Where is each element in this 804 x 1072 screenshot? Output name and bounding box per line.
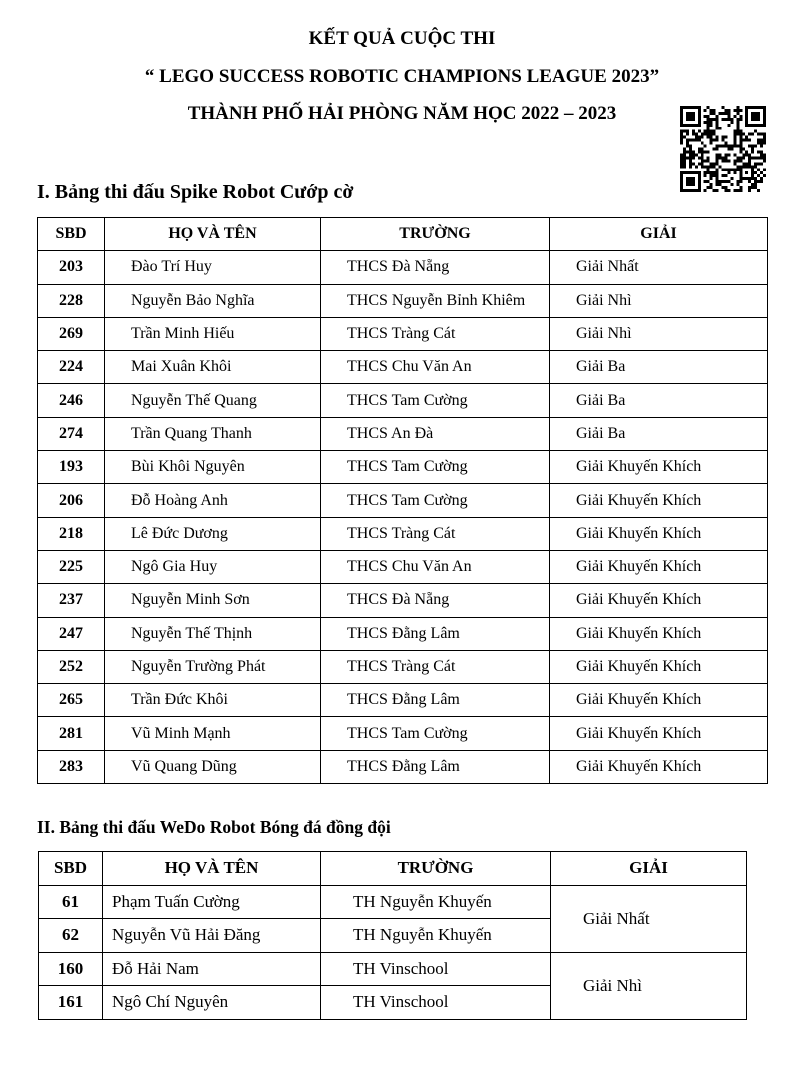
school-cell: THCS Tam Cường xyxy=(321,384,550,417)
award-cell: Giải Ba xyxy=(550,417,768,450)
name-cell: Nguyễn Thế Quang xyxy=(105,384,321,417)
sbd-cell: 203 xyxy=(38,251,105,284)
table-row xyxy=(38,684,768,717)
name-cell: Nguyễn Trường Phát xyxy=(105,650,321,683)
table-row xyxy=(38,484,768,517)
school-cell: THCS Tam Cường xyxy=(321,717,550,750)
name-cell: Nguyễn Thế Thịnh xyxy=(105,617,321,650)
table-row xyxy=(38,451,768,484)
sbd-cell: 228 xyxy=(38,284,105,317)
school-cell: TH Vinschool xyxy=(321,952,551,986)
school-cell: THCS An Đà xyxy=(321,417,550,450)
name-cell: Nguyễn Minh Sơn xyxy=(105,584,321,617)
school-cell: TH Nguyễn Khuyến xyxy=(321,919,551,953)
award-cell: Giải Khuyến Khích xyxy=(550,484,768,517)
school-cell: THCS Tràng Cát xyxy=(321,317,550,350)
school-cell: THCS Đà Nẵng xyxy=(321,251,550,284)
sbd-cell: 218 xyxy=(38,517,105,550)
sbd-cell: 283 xyxy=(38,750,105,783)
award-cell: Giải Khuyến Khích xyxy=(550,617,768,650)
name-cell: Vũ Minh Mạnh xyxy=(105,717,321,750)
sbd-cell: 281 xyxy=(38,717,105,750)
award-cell: Giải Khuyến Khích xyxy=(550,650,768,683)
section-1-title: I. Bảng thi đấu Spike Robot Cướp cờ xyxy=(37,181,354,203)
school-cell: THCS Tràng Cát xyxy=(321,650,550,683)
award-cell: Giải Khuyến Khích xyxy=(550,750,768,783)
name-cell: Đào Trí Huy xyxy=(105,251,321,284)
table-row xyxy=(38,617,768,650)
name-cell: Ngô Chí Nguyên xyxy=(103,986,321,1020)
name-cell: Phạm Tuấn Cường xyxy=(103,885,321,919)
table-row xyxy=(38,251,768,284)
table-row xyxy=(39,885,747,919)
award-cell: Giải Khuyến Khích xyxy=(550,717,768,750)
name-cell: Trần Quang Thanh xyxy=(105,417,321,450)
name-cell: Đỗ Hoàng Anh xyxy=(105,484,321,517)
award-cell: Giải Khuyến Khích xyxy=(550,517,768,550)
sbd-cell: 62 xyxy=(39,919,103,953)
award-cell: Giải Nhì xyxy=(550,284,768,317)
column-header-school: TRƯỜNG xyxy=(321,852,551,886)
table-row xyxy=(38,384,768,417)
name-cell: Nguyễn Bảo Nghĩa xyxy=(105,284,321,317)
wedo-results-table xyxy=(38,851,747,1020)
school-cell: THCS Đằng Lâm xyxy=(321,684,550,717)
sbd-cell: 237 xyxy=(38,584,105,617)
table-row xyxy=(38,717,768,750)
school-cell: THCS Tam Cường xyxy=(321,451,550,484)
award-cell: Giải Nhì xyxy=(551,952,747,1019)
column-header-award: GIẢI xyxy=(550,218,768,251)
name-cell: Ngô Gia Huy xyxy=(105,550,321,583)
sbd-cell: 160 xyxy=(39,952,103,986)
award-cell: Giải Khuyến Khích xyxy=(550,584,768,617)
sbd-cell: 265 xyxy=(38,684,105,717)
name-cell: Trần Đức Khôi xyxy=(105,684,321,717)
school-cell: THCS Nguyễn Bỉnh Khiêm xyxy=(321,284,550,317)
column-header-award: GIẢI xyxy=(551,852,747,886)
table-row xyxy=(38,417,768,450)
name-cell: Vũ Quang Dũng xyxy=(105,750,321,783)
school-cell: TH Nguyễn Khuyến xyxy=(321,885,551,919)
table-row xyxy=(39,952,747,986)
school-cell: THCS Tràng Cát xyxy=(321,517,550,550)
school-cell: THCS Đằng Lâm xyxy=(321,617,550,650)
sbd-cell: 274 xyxy=(38,417,105,450)
column-header-name: HỌ VÀ TÊN xyxy=(105,218,321,251)
competition-name: “ LEGO SUCCESS ROBOTIC CHAMPIONS LEAGUE 2023” xyxy=(144,66,660,87)
award-cell: Giải Ba xyxy=(550,351,768,384)
spike-results-table xyxy=(37,217,768,784)
table-row xyxy=(38,317,768,350)
sbd-cell: 161 xyxy=(39,986,103,1020)
table-row xyxy=(38,550,768,583)
name-cell: Nguyễn Vũ Hải Đăng xyxy=(103,919,321,953)
table-header-row xyxy=(38,218,768,251)
school-cell: THCS Đà Nẵng xyxy=(321,584,550,617)
city-school-year: THÀNH PHỐ HẢI PHÒNG NĂM HỌC 2022 – 2023 xyxy=(187,103,617,124)
sbd-cell: 247 xyxy=(38,617,105,650)
award-cell: Giải Ba xyxy=(550,384,768,417)
table-row xyxy=(38,284,768,317)
sbd-cell: 193 xyxy=(38,451,105,484)
column-header-sbd: SBD xyxy=(38,218,105,251)
name-cell: Lê Đức Dương xyxy=(105,517,321,550)
name-cell: Mai Xuân Khôi xyxy=(105,351,321,384)
results-title: KẾT QUẢ CUỘC THI xyxy=(308,28,496,49)
table-row xyxy=(38,351,768,384)
award-cell: Giải Khuyến Khích xyxy=(550,684,768,717)
name-cell: Trần Minh Hiếu xyxy=(105,317,321,350)
sbd-cell: 246 xyxy=(38,384,105,417)
column-header-sbd: SBD xyxy=(39,852,103,886)
name-cell: Bùi Khôi Nguyên xyxy=(105,451,321,484)
table-header-row xyxy=(39,852,747,886)
table-row xyxy=(38,517,768,550)
school-cell: TH Vinschool xyxy=(321,986,551,1020)
qr-code-icon xyxy=(680,106,766,192)
award-cell: Giải Nhì xyxy=(550,317,768,350)
award-cell: Giải Nhất xyxy=(550,251,768,284)
award-cell: Giải Khuyến Khích xyxy=(550,451,768,484)
sbd-cell: 224 xyxy=(38,351,105,384)
column-header-name: HỌ VÀ TÊN xyxy=(103,852,321,886)
table-row xyxy=(38,650,768,683)
school-cell: THCS Tam Cường xyxy=(321,484,550,517)
award-cell: Giải Nhất xyxy=(551,885,747,952)
sbd-cell: 206 xyxy=(38,484,105,517)
sbd-cell: 269 xyxy=(38,317,105,350)
school-cell: THCS Đằng Lâm xyxy=(321,750,550,783)
table-row xyxy=(38,750,768,783)
section-2-title: II. Bảng thi đấu WeDo Robot Bóng đá đồng đội xyxy=(37,817,391,837)
name-cell: Đỗ Hải Nam xyxy=(103,952,321,986)
school-cell: THCS Chu Văn An xyxy=(321,351,550,384)
sbd-cell: 61 xyxy=(39,885,103,919)
sbd-cell: 225 xyxy=(38,550,105,583)
award-cell: Giải Khuyến Khích xyxy=(550,550,768,583)
school-cell: THCS Chu Văn An xyxy=(321,550,550,583)
sbd-cell: 252 xyxy=(38,650,105,683)
table-row xyxy=(38,584,768,617)
column-header-school: TRƯỜNG xyxy=(321,218,550,251)
